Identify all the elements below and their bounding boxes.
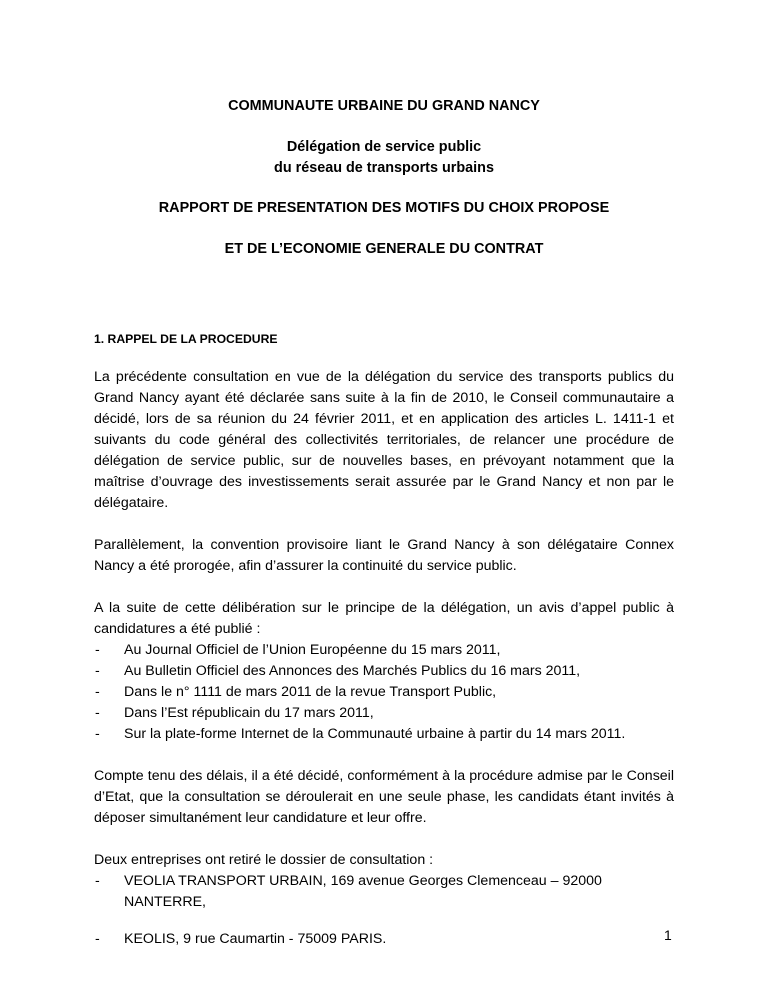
- section-heading: 1. RAPPEL DE LA PROCEDURE: [94, 332, 278, 346]
- list-item: [94, 640, 674, 661]
- title-organization: COMMUNAUTE URBAINE DU GRAND NANCY: [228, 98, 540, 114]
- publication-list: [94, 640, 674, 745]
- title-report-line-1: RAPPORT DE PRESENTATION DES MOTIFS DU CHOIX PROPOSE: [158, 200, 610, 216]
- list-item: [94, 661, 674, 682]
- list-item-text: Au Bulletin Officiel des Annonces des Marchés Publics du 16 mars 2011,: [124, 663, 581, 679]
- list-dash: -: [95, 684, 100, 700]
- list-dash: -: [95, 873, 100, 889]
- page-content: [94, 96, 674, 966]
- title-subject-line-1: Délégation de service public: [286, 139, 482, 155]
- list-dash: -: [95, 931, 100, 947]
- paragraph-consultation: Compte tenu des délais, il a été décidé, conformément à la procédure admise par le Conseil d’Etat, que la consultation se déroulerait en une seule phase, les candidats étant invités à déposer simultanément leur candidature et leur offre.: [94, 768, 674, 826]
- list-item: [94, 703, 674, 724]
- page-number: 1: [664, 927, 672, 943]
- list-item-text: Au Journal Officiel de l’Union Européenne du 15 mars 2011,: [124, 642, 501, 658]
- list-item: [94, 871, 674, 913]
- list-item-text: VEOLIA TRANSPORT URBAIN, 169 avenue Georges Clemenceau – 92000 NANTERRE,: [124, 873, 602, 910]
- list-dash: -: [95, 642, 100, 658]
- title-subject-line-2: du réseau de transports urbains: [274, 160, 494, 176]
- paragraph-procedure: La précédente consultation en vue de la délégation du service des transports publics du Grand Nancy ayant été déclarée sans suite à la fin de 2010, le Conseil communautaire a décidé, lors de sa réunion du 24 février 2011, et en application des articles L. 1411-1 et suivants du code général des collectivités territoriales, de relancer une procédure de délégation de service public, sur de nouvelles bases, en prévoyant notamment que la maîtrise d’ouvrage des investissements serait assurée par le Grand Nancy et non par le délégataire.: [94, 369, 674, 511]
- list-item: [94, 929, 674, 950]
- list-item: [94, 724, 674, 745]
- list-dash: -: [95, 726, 100, 742]
- list-dash: -: [95, 663, 100, 679]
- paragraph-avis: A la suite de cette délibération sur le principe de la délégation, un avis d’appel public à candidatures a été publié :: [94, 600, 674, 637]
- list-item-text: Dans l’Est républicain du 17 mars 2011,: [124, 705, 374, 721]
- title-subject: [94, 137, 674, 179]
- paragraph-convention: Parallèlement, la convention provisoire liant le Grand Nancy à son délégataire Connex Nancy a été prorogée, afin d’assurer la continuité du service public.: [94, 537, 674, 574]
- list-dash: -: [95, 705, 100, 721]
- list-item-text: Dans le n° 1111 de mars 2011 de la revue Transport Public,: [124, 684, 497, 700]
- list-item-text: Sur la plate-forme Internet de la Communauté urbaine à partir du 14 mars 2011.: [124, 726, 626, 742]
- title-report-line-2: ET DE L’ECONOMIE GENERALE DU CONTRAT: [224, 241, 544, 257]
- paragraph-companies-intro: Deux entreprises ont retiré le dossier de consultation :: [94, 852, 434, 868]
- list-item: [94, 682, 674, 703]
- list-item-text: KEOLIS, 9 rue Caumartin - 75009 PARIS.: [124, 931, 387, 947]
- company-list: [94, 871, 674, 950]
